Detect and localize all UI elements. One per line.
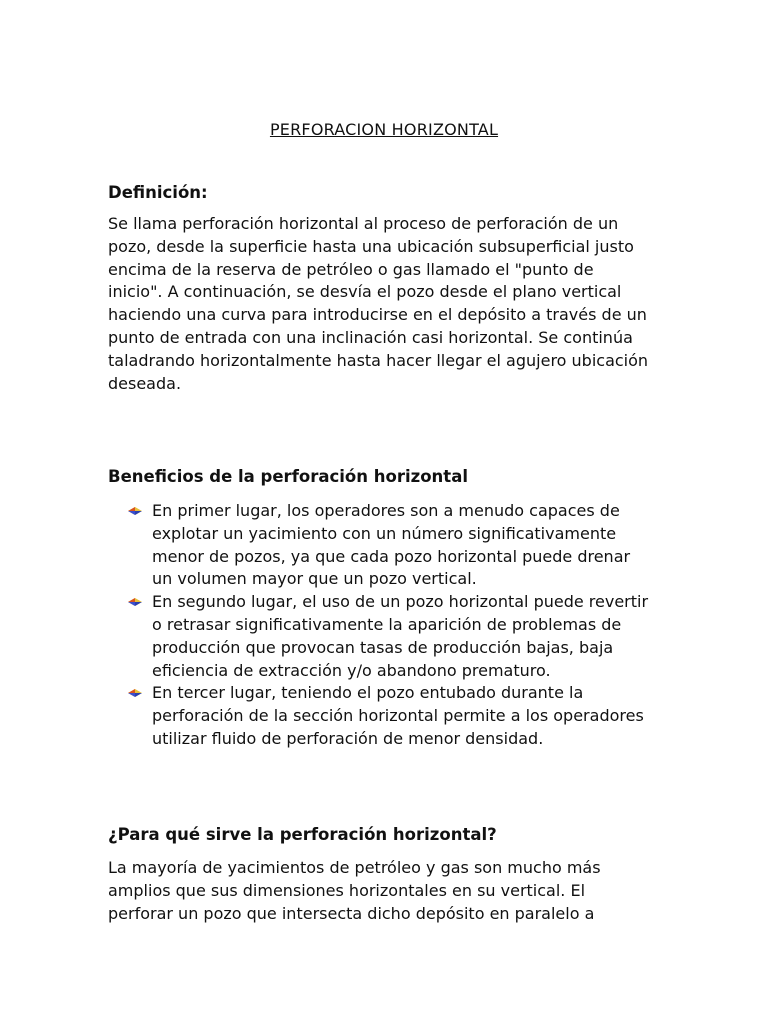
benefits-list-block [108,500,653,751]
benefit-item-2 [108,591,653,682]
diamond-bullet-icon [128,688,142,698]
purpose-body-block [108,857,653,925]
benefits-list [108,500,653,751]
benefit-item-text: En tercer lugar, teniendo el pozo entubado durante la perforación de la sección horizontal permite a los operadores utilizar fluido de perforación de menor densidad. [152,683,644,748]
definition-section [108,182,653,204]
purpose-body: La mayoría de yacimientos de petróleo y gas son mucho más amplios que sus dimensiones horizontales en su vertical. El perforar un pozo que intersecta dicho depósito en paralelo a [108,858,601,923]
purpose-heading: ¿Para qué sirve la perforación horizontal? [108,825,497,844]
benefit-item-3 [108,682,653,750]
benefit-item-text: En primer lugar, los operadores son a menudo capaces de explotar un yacimiento con un número significativamente menor de pozos, ya que cada pozo horizontal puede drenar un volumen mayor que un pozo vertical. [152,501,631,589]
diamond-bullet-icon [128,597,142,607]
definition-heading: Definición: [108,183,208,202]
benefit-item-text: En segundo lugar, el uso de un pozo horizontal puede revertir o retrasar significativamente la aparición de problemas de producción que provocan tasas de producción bajas, baja eficiencia de extracción y/o abandono prematuro. [152,592,649,680]
definition-body: Se llama perforación horizontal al proceso de perforación de un pozo, desde la superficie hasta una ubicación subsuperficial justo encima de la reserva de petróleo o gas llamado el "punto de inicio". A continuación, se desvía el pozo desde el plano vertical haciendo una curva para introducirse en el depósito a través de un punto de entrada con una inclinación casi horizontal. Se continúa taladrando horizontalmente hasta hacer llegar el agujero ubicación deseada. [108,214,649,393]
purpose-section [108,824,653,846]
benefits-heading: Beneficios de la perforación horizontal [108,467,468,486]
definition-body-block [108,213,653,395]
diamond-bullet-icon [128,506,142,516]
benefit-item-1 [108,500,653,591]
benefits-section [108,466,653,488]
document-title: PERFORACION HORIZONTAL [269,120,499,139]
